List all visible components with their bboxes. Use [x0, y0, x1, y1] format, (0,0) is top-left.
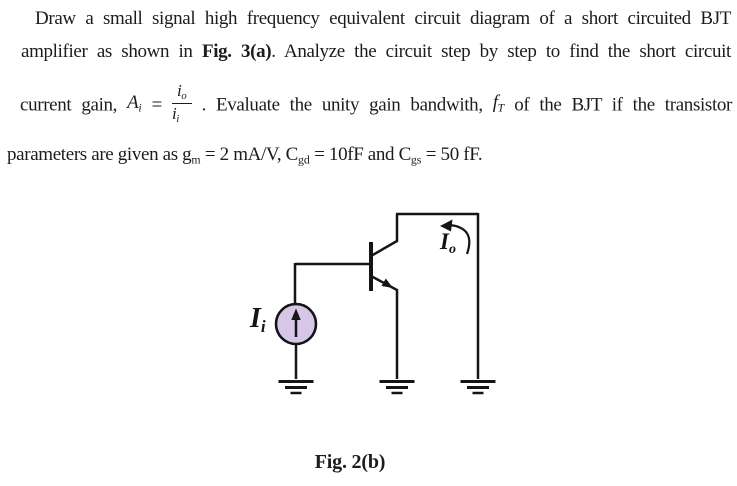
line3-text-mid: . Evaluate the unity gain bandwith, — [201, 94, 483, 116]
ground-symbol-right — [461, 382, 496, 394]
circuit-wires — [276, 213, 496, 393]
cgd-subscript: gd — [297, 153, 310, 167]
gain-symbol: $A_i$ — [127, 92, 142, 115]
fraction-numerator: $i_o$ — [172, 82, 192, 104]
collector-wire — [371, 214, 397, 256]
emitter-wire — [371, 276, 397, 379]
ground-symbol-left — [279, 382, 314, 394]
figure-caption: Fig. 2(b) — [314, 451, 386, 473]
fraction-denominator: $i_i$ — [171, 104, 180, 126]
line4-text-1: parameters are given as g — [7, 144, 192, 165]
line2-text-pre: amplifier as shown in — [21, 41, 193, 62]
line3-text-pre: current gain, — [20, 94, 118, 116]
cgs-subscript: gs — [410, 153, 422, 167]
input-current-label: $I_i$ — [250, 303, 266, 336]
line2-text-post: . Analyze the circuit step by step to find the short circuit — [271, 41, 731, 62]
line4-text-3: = 10fF and C — [309, 144, 411, 165]
ft-symbol: $f_T$ — [492, 92, 505, 115]
gm-subscript: m — [191, 153, 201, 167]
emitter-arrowhead — [382, 279, 394, 289]
line4-text-2: = 2 mA/V, C — [200, 144, 298, 165]
line4-text-4: = 50 fF. — [421, 144, 483, 165]
equals-sign: = — [151, 94, 162, 116]
line3-text-post: of the BJT if the transistor — [514, 94, 733, 116]
figure-reference: Fig. 3(a) — [201, 41, 272, 62]
output-current-label: $I_o$ — [440, 229, 456, 257]
ground-symbol-middle — [380, 382, 415, 394]
problem-line-1: Draw a small signal high frequency equivalent circuit diagram of a short circuited BJT — [35, 8, 731, 29]
